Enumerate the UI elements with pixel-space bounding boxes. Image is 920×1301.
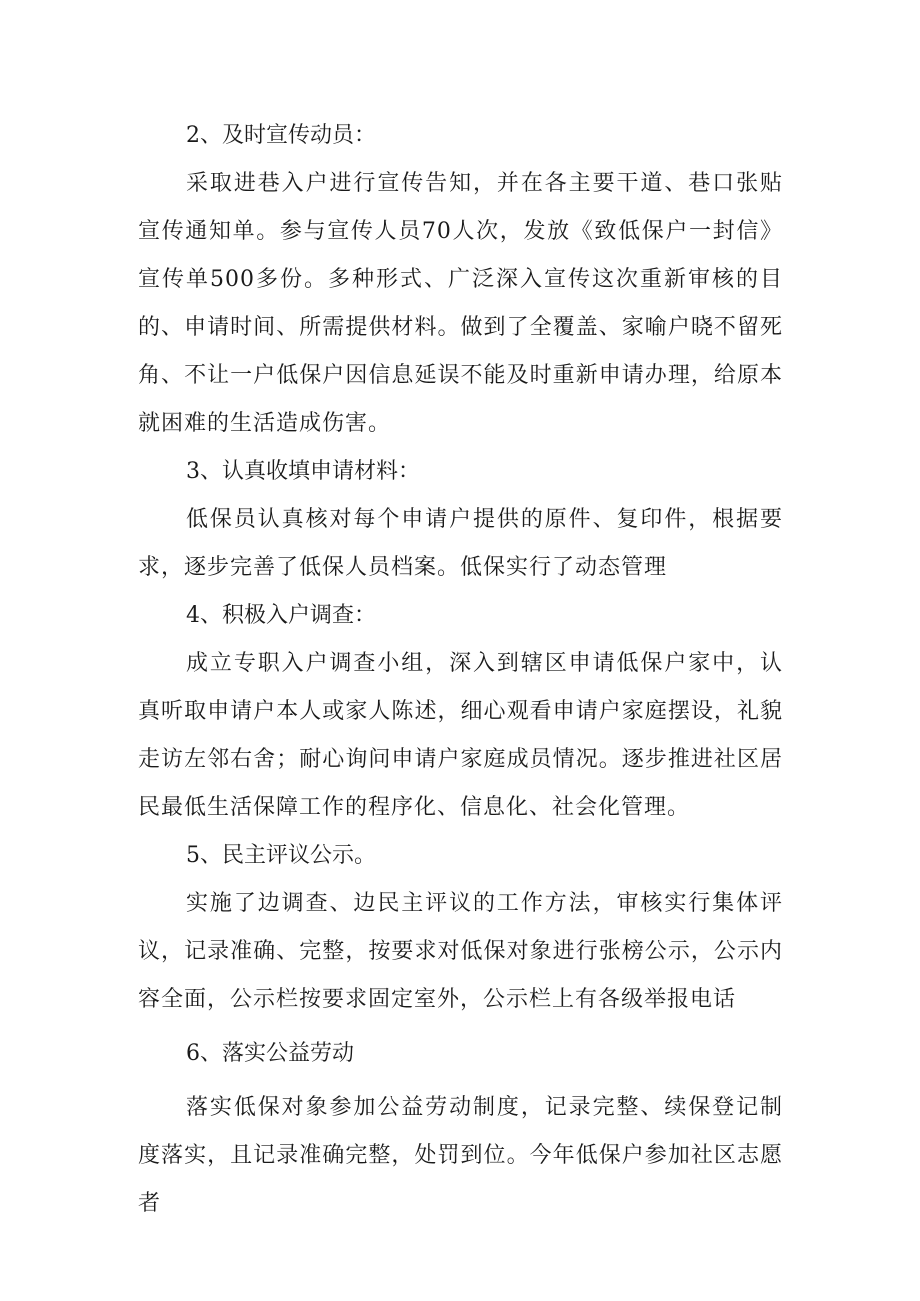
section-heading-6: 6、落实公益劳动 bbox=[186, 1041, 354, 1066]
section-body-3: 低保员认真核对每个申请户提供的原件、复印件，根据要求，逐步完善了低保人员档案。低保实行了动态管理 bbox=[138, 507, 783, 580]
document-page bbox=[138, 112, 783, 1228]
section-body-6: 落实低保对象参加公益劳动制度，记录完整、续保登记制度落实，且记录准确完整，处罚到位。今年低保户参加社区志愿者 bbox=[138, 1095, 783, 1216]
section-body-5: 实施了边调查、边民主评议的工作方法，审核实行集体评议，记录准确、完整，按要求对低保对象进行张榜公示，公示内容全面，公示栏按要求固定室外，公示栏上有各级举报电话 bbox=[138, 891, 783, 1012]
section-heading-4: 4、积极入户调查： bbox=[186, 603, 376, 628]
section-heading-3: 3、认真收填申请材料： bbox=[186, 459, 420, 484]
section-heading-2: 2、及时宣传动员： bbox=[186, 123, 376, 148]
section-heading-5: 5、民主评议公示。 bbox=[186, 843, 376, 868]
section-body-4: 成立专职入户调查小组，深入到辖区申请低保户家中，认真听取申请户本人或家人陈述，细心观看申请户家庭摆设，礼貌走访左邻右舍；耐心询问申请户家庭成员情况。逐步推进社区居民最低生活保障工作的程序化、信息化、社会化管理。 bbox=[138, 651, 783, 820]
section-body-2: 采取进巷入户进行宣传告知，并在各主要干道、巷口张贴宣传通知单。参与宣传人员70人次，发放《致低保户一封信》宣传单500多份。多种形式、广泛深入宣传这次重新审核的目的、申请时间、所需提供材料。做到了全覆盖、家喻户晓不留死角、不让一户低保户因信息延误不能及时重新申请办理，给原本就困难的生活造成伤害。 bbox=[138, 171, 783, 436]
